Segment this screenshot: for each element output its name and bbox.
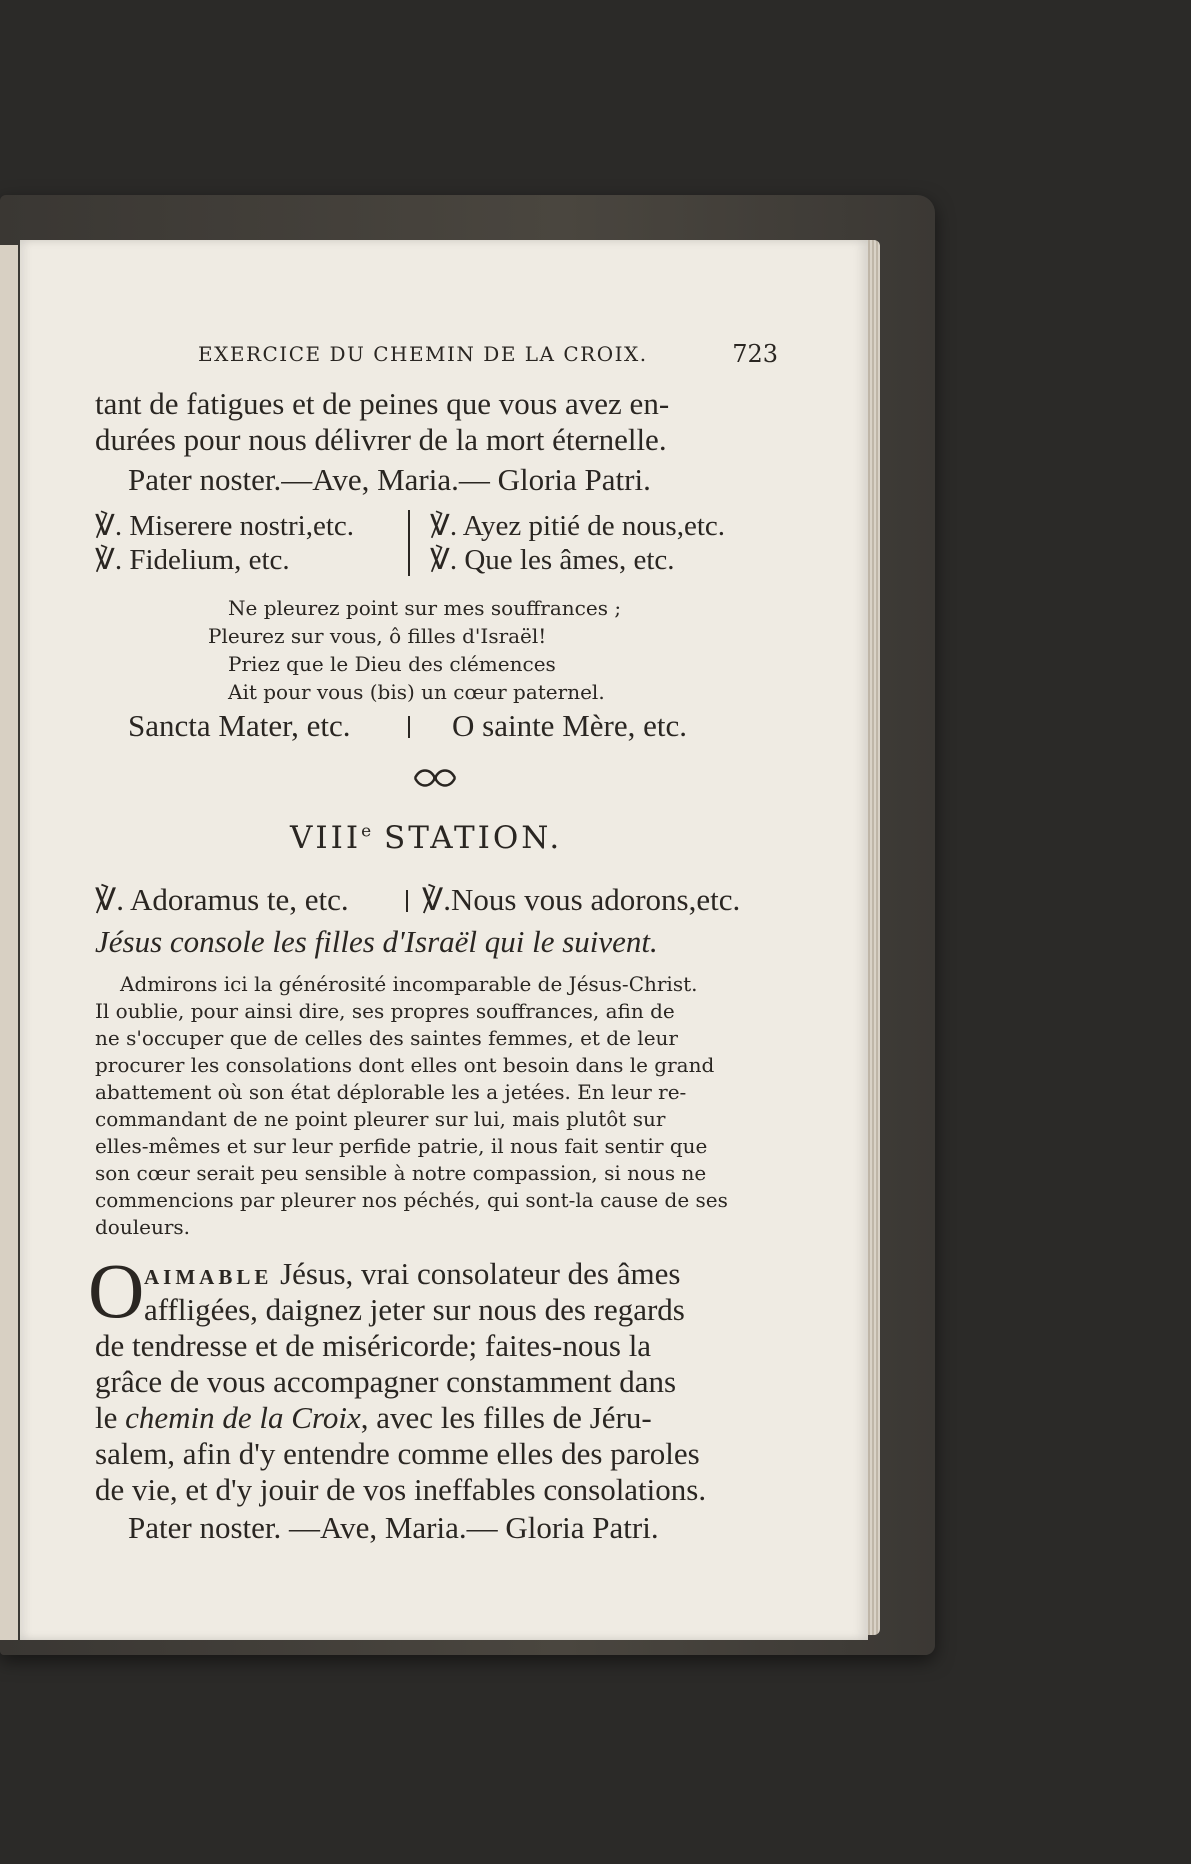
hymn-line: Pleurez sur vous, ô filles d'Israël! xyxy=(208,624,547,648)
meditation-line: son cœur serait peu sensible à notre compassion, si nous ne xyxy=(95,1161,707,1185)
ornament-icon xyxy=(410,768,460,788)
prayer-smallcaps: AIMABLE xyxy=(144,1265,273,1289)
text-line: durées pour nous délivrer de la mort éternelle. xyxy=(95,422,667,457)
prayers-line: Pater noster.—Ave, Maria.— Gloria Patri. xyxy=(128,462,651,497)
column-divider xyxy=(408,716,410,738)
hymn-line: Ne pleurez point sur mes souffrances ; xyxy=(228,596,622,620)
prayer-line-5-italic: chemin de la Croix xyxy=(125,1400,361,1435)
prayers-line: Pater noster. —Ave, Maria.— Gloria Patri. xyxy=(128,1510,659,1545)
prayer-line: de tendresse et de miséricorde; faites-nous la xyxy=(95,1328,652,1363)
prayer-line xyxy=(95,1400,652,1436)
station-title xyxy=(290,820,562,856)
page-number: 723 xyxy=(732,340,778,368)
prayer-line: grâce de vous accompagner constamment dans xyxy=(95,1364,677,1399)
station-subtitle: Jésus console les filles d'Israël qui le suivent. xyxy=(95,924,658,959)
versicle-french: ℣. Ayez pitié de nous,etc. xyxy=(430,510,726,542)
meditation-line: Admirons ici la générosité incomparable de Jésus-Christ. xyxy=(120,972,698,996)
meditation-line: elles-mêmes et sur leur perfide patrie, il nous fait sentir que xyxy=(95,1134,708,1158)
hymn-line: Priez que le Dieu des clémences xyxy=(228,652,556,676)
book-page xyxy=(20,240,868,1640)
versicle-latin: ℣. Fidelium, etc. xyxy=(95,544,290,576)
meditation-line: abattement où son état déplorable les a jetées. En leur re- xyxy=(95,1080,687,1104)
versicle-latin: ℣. Adoramus te, etc. xyxy=(95,882,349,917)
prayer-line: salem, afin d'y entendre comme elles des paroles xyxy=(95,1436,700,1471)
prayer-line: affligées, daignez jeter sur nous des regards xyxy=(144,1292,685,1327)
prayer-line xyxy=(144,1256,680,1292)
meditation-line: douleurs. xyxy=(95,1215,191,1239)
meditation-line: Il oublie, pour ainsi dire, ses propres souffrances, afin de xyxy=(95,999,675,1023)
versicle-french: ℣.Nous vous adorons,etc. xyxy=(422,882,741,917)
hymn-line: Ait pour vous (bis) un cœur paternel. xyxy=(228,680,605,704)
meditation-line: commencions par pleurer nos péchés, qui sont-la cause de ses xyxy=(95,1188,728,1212)
prayer-drop-cap: O xyxy=(88,1247,145,1334)
prayer-line-1: Jésus, vrai consolateur des âmes xyxy=(280,1256,681,1291)
station-numeral-suffix: e xyxy=(361,821,372,842)
closing-french: O sainte Mère, etc. xyxy=(452,708,687,743)
station-word: STATION. xyxy=(384,820,563,856)
meditation-line: ne s'occuper que de celles des saintes femmes, et de leur xyxy=(95,1026,678,1050)
prayer-line-5-end: , avec les filles de Jéru- xyxy=(360,1400,652,1435)
prayer-line-5-start: le xyxy=(95,1400,118,1435)
prayer-line: de vie, et d'y jouir de vos ineffables consolations. xyxy=(95,1472,707,1507)
text-line: tant de fatigues et de peines que vous avez en- xyxy=(95,386,670,421)
column-divider xyxy=(408,510,410,576)
versicle-french: ℣. Que les âmes, etc. xyxy=(430,544,675,576)
running-title: EXERCICE DU CHEMIN DE LA CROIX. xyxy=(198,342,648,366)
closing-latin: Sancta Mater, etc. xyxy=(128,708,351,743)
meditation-line: commandant de ne point pleurer sur lui, mais plutôt sur xyxy=(95,1107,666,1131)
meditation-line: procurer les consolations dont elles ont besoin dans le grand xyxy=(95,1053,715,1077)
column-divider xyxy=(406,890,408,912)
running-head xyxy=(198,340,778,374)
previous-page-edge xyxy=(0,245,18,1640)
versicle-latin: ℣. Miserere nostri,etc. xyxy=(95,510,355,542)
station-numeral: VIII xyxy=(290,820,362,856)
